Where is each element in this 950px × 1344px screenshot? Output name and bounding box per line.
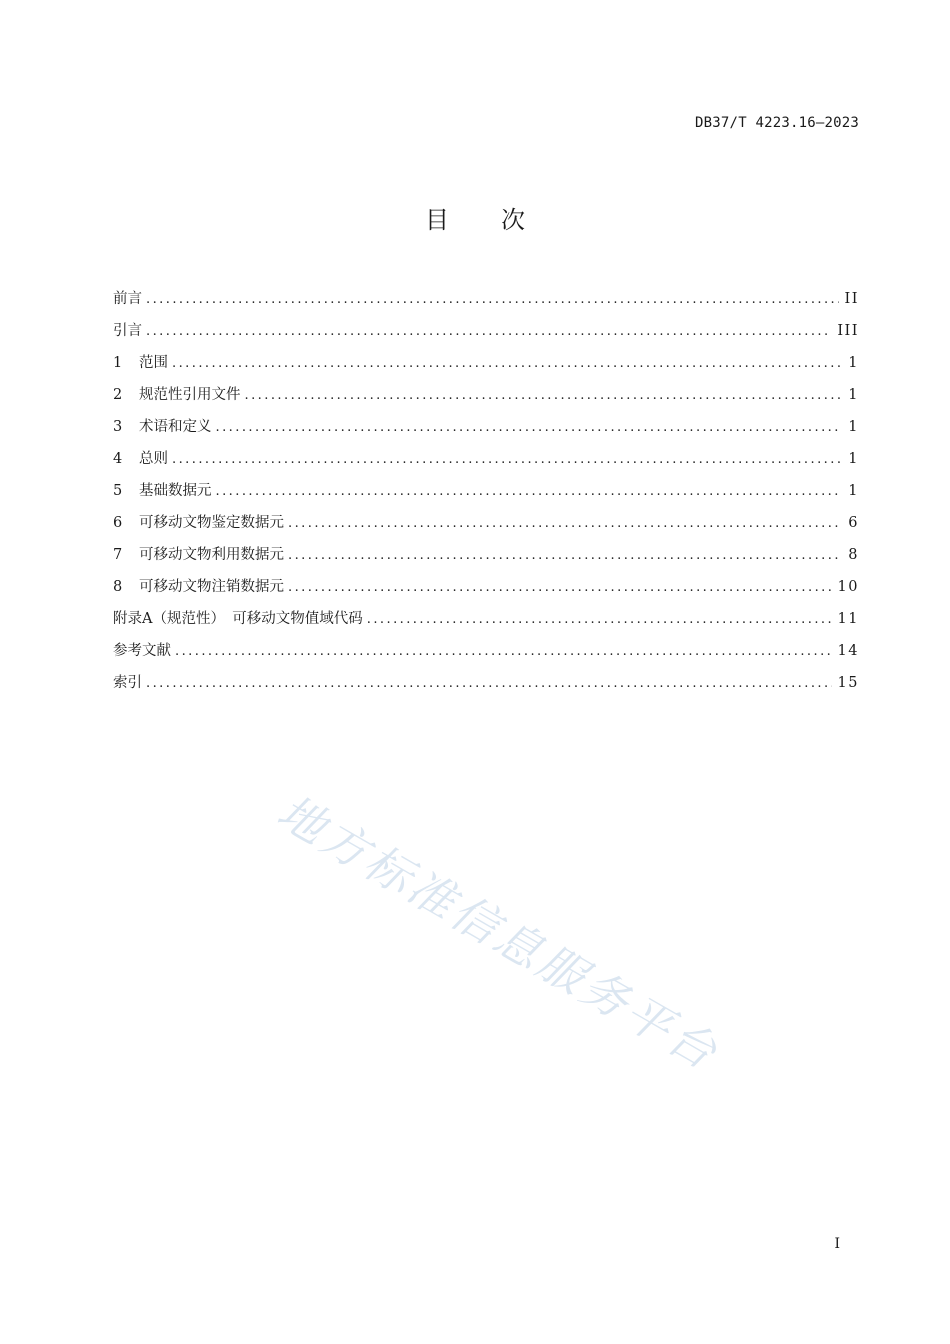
toc-row[interactable] xyxy=(113,286,859,318)
toc-label: 可移动文物鉴定数据元 xyxy=(139,515,284,531)
toc-leader xyxy=(172,447,842,473)
toc-leader xyxy=(146,287,839,313)
toc-page: III xyxy=(837,323,859,339)
toc-label: 术语和定义 xyxy=(139,419,212,435)
toc-leader xyxy=(146,671,832,697)
toc-page: 1 xyxy=(848,483,859,499)
toc-page: 1 xyxy=(848,387,859,403)
toc-number: 3 xyxy=(113,419,123,435)
toc-label: 总则 xyxy=(139,451,168,467)
toc-leader xyxy=(367,607,832,633)
toc-number: 2 xyxy=(113,387,123,403)
toc-label: 引言 xyxy=(113,323,142,339)
toc-label: 参考文献 xyxy=(113,643,171,659)
toc-label: 前言 xyxy=(113,291,142,307)
toc-number: 1 xyxy=(113,355,123,371)
watermark: 地方标准信息服务平台 xyxy=(268,784,729,1081)
toc-leader xyxy=(216,479,843,505)
toc-number: 7 xyxy=(113,547,123,563)
toc-row[interactable] xyxy=(113,414,859,446)
page-number: I xyxy=(834,1236,840,1252)
toc-leader xyxy=(288,575,832,601)
toc-label: 索引 xyxy=(113,675,142,691)
toc-row[interactable] xyxy=(113,350,859,382)
toc-page: 11 xyxy=(837,611,859,627)
toc-number: 5 xyxy=(113,483,123,499)
document-code: DB37/T 4223.16—2023 xyxy=(695,115,859,131)
toc-row[interactable] xyxy=(113,574,859,606)
toc-leader xyxy=(288,511,842,537)
toc-page: 15 xyxy=(837,675,859,691)
toc-leader xyxy=(175,639,832,665)
toc-leader xyxy=(146,319,831,345)
toc-label: 基础数据元 xyxy=(139,483,212,499)
toc-row[interactable] xyxy=(113,382,859,414)
toc-page: II xyxy=(844,291,859,307)
toc-leader xyxy=(216,415,843,441)
toc-number: 8 xyxy=(113,579,123,595)
toc-number: 4 xyxy=(113,451,123,467)
toc-page: 8 xyxy=(848,547,859,563)
toc-row[interactable] xyxy=(113,606,859,638)
toc-page: 14 xyxy=(837,643,859,659)
toc-page: 1 xyxy=(848,451,859,467)
page-title xyxy=(0,200,950,235)
toc-number: 6 xyxy=(113,515,123,531)
toc-label: 规范性引用文件 xyxy=(139,387,241,403)
title-char-2: 次 xyxy=(501,206,525,234)
toc-row[interactable] xyxy=(113,670,859,702)
toc-leader xyxy=(288,543,842,569)
toc-label: 附录A（规范性） 可移动文物值域代码 xyxy=(113,611,363,627)
toc-row[interactable] xyxy=(113,510,859,542)
toc-label: 可移动文物利用数据元 xyxy=(139,547,284,563)
toc-page: 6 xyxy=(848,515,859,531)
toc-page: 1 xyxy=(848,419,859,435)
toc-label: 范围 xyxy=(139,355,168,371)
toc-label: 可移动文物注销数据元 xyxy=(139,579,284,595)
title-char-1: 目 xyxy=(425,206,449,234)
toc-row[interactable] xyxy=(113,542,859,574)
toc-row[interactable] xyxy=(113,318,859,350)
toc-leader xyxy=(172,351,842,377)
toc-page: 10 xyxy=(837,579,859,595)
toc-row[interactable] xyxy=(113,638,859,670)
toc-row[interactable] xyxy=(113,478,859,510)
table-of-contents xyxy=(113,286,859,702)
toc-leader xyxy=(245,383,843,409)
toc-row[interactable] xyxy=(113,446,859,478)
toc-page: 1 xyxy=(848,355,859,371)
